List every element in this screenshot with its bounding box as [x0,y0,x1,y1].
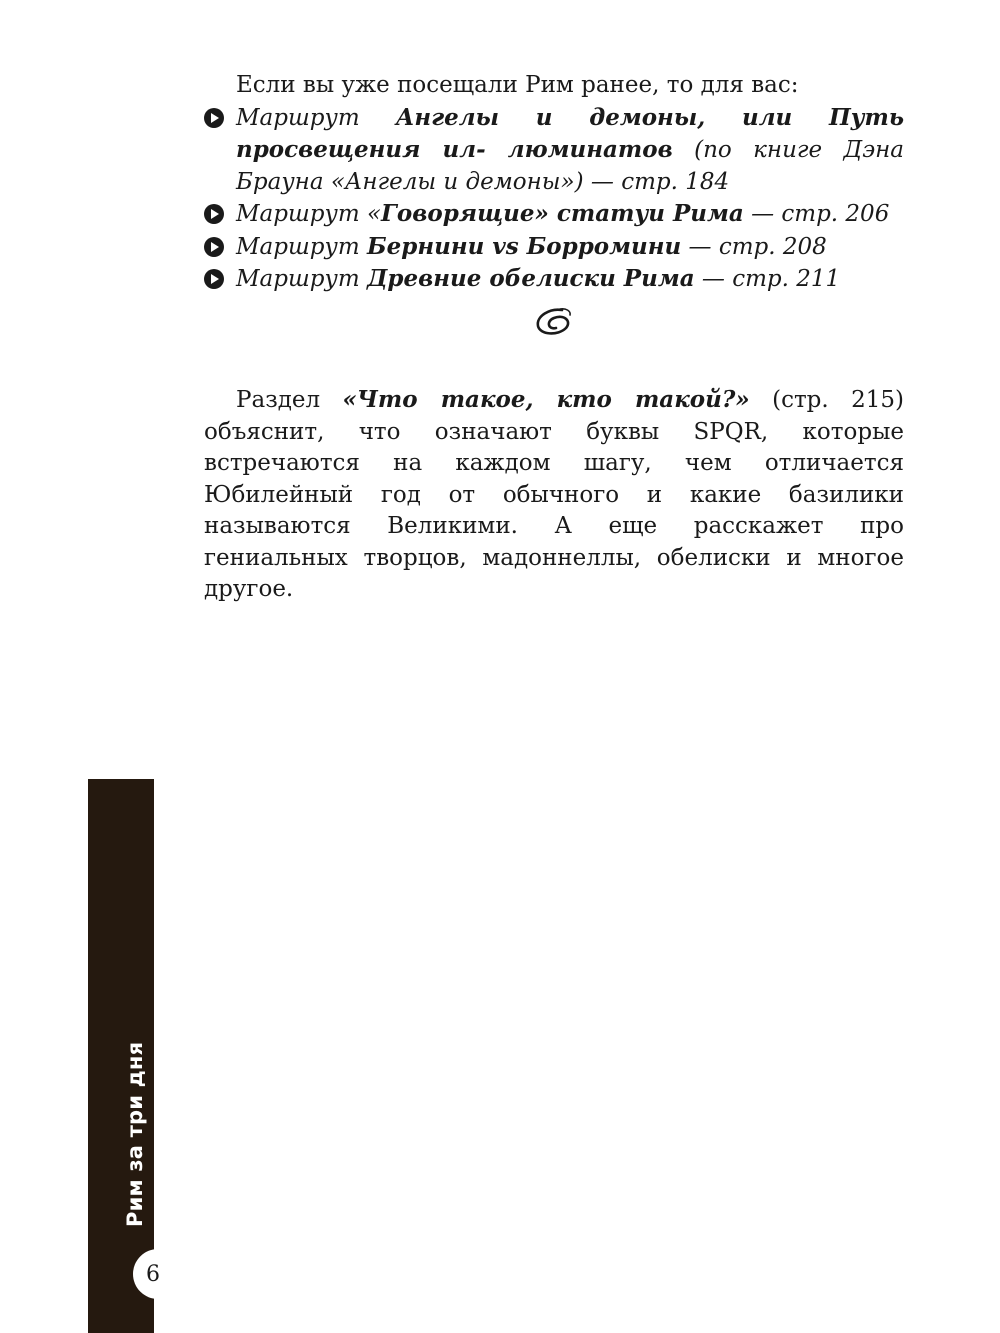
route-title: Ангелы и демоны, или Путь просвещения ил- люминатов [236,103,904,163]
route-note: — [694,266,725,292]
route-item [204,198,904,231]
play-bullet-icon [204,237,224,257]
route-title: Бернини vs Борромини [366,232,682,260]
page-number: 6 [146,1262,160,1287]
play-bullet-icon [204,204,224,224]
route-prefix: Маршрут [236,266,367,292]
route-item [204,231,904,264]
paragraph-text [204,384,904,606]
route-title: Говорящие» статуи Рима [381,200,744,227]
route-page: стр. 208 [711,233,827,260]
paragraph-lead: Раздел [236,387,343,413]
route-prefix: Маршрут [236,104,396,131]
section-paragraph [204,384,904,606]
intro-line: Если вы уже посещали Рим ранее, то для вас: [236,72,799,98]
route-page: стр. 211 [724,266,841,292]
route-note: (по книге Дэна Брауна «Ангелы и демоны») — [236,137,904,195]
route-item [204,263,904,296]
route-item [204,102,904,199]
route-prefix: Маршрут [236,233,367,260]
book-title: Рим за три дня [123,1041,147,1227]
route-note: — [743,201,775,227]
route-note: — [681,233,712,260]
swirl-ornament-icon [532,306,574,338]
route-page: стр. 206 [774,201,890,227]
section-title: «Что такое, кто такой?» [342,386,750,413]
route-page: стр. 184 [613,168,730,195]
play-bullet-icon [204,269,224,289]
play-bullet-icon [204,108,224,128]
paragraph-rest: (стр. 215) объяснит, что означают буквы SPQR, которые встречаются на каждом шагу, чем отличается Юбилейный год от обычного и какие базилики называются Великими. А еще расскажет про гениальных творцов, мадоннеллы, обелиски и многое другое. [204,387,905,602]
routes-section [204,70,904,296]
route-title: Древние обелиски Рима [366,265,695,292]
route-prefix: Маршрут « [236,201,382,227]
route-list [204,102,904,296]
